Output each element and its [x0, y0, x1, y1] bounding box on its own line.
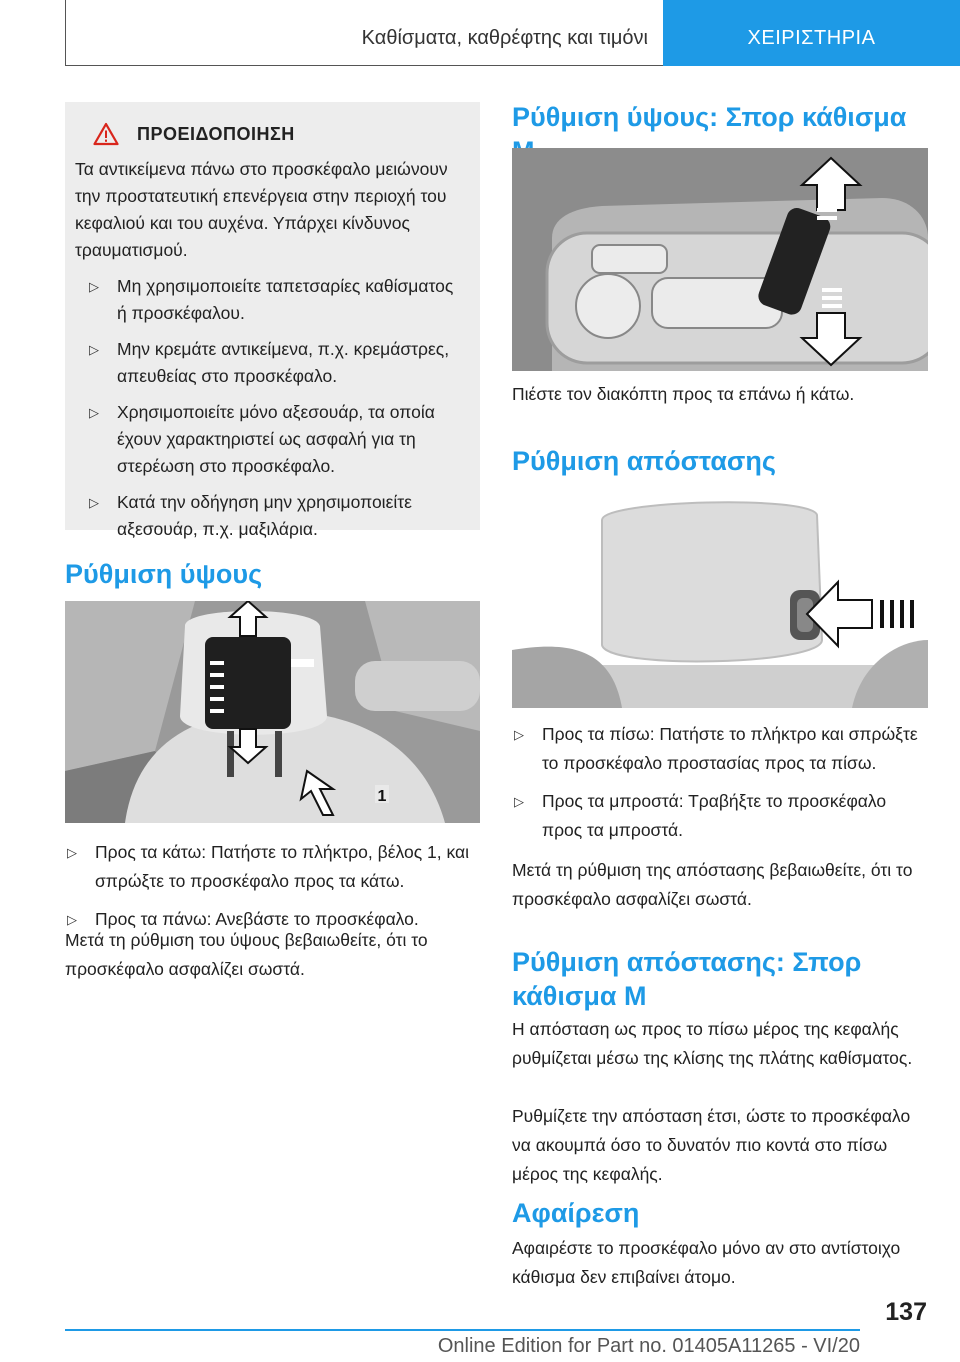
warning-bullet-text: Μην κρεμάτε αντικείμενα, π.χ. κρεμάστρες, απευθείας στο προσκέφαλο.: [117, 339, 450, 386]
height-heading: Ρύθμιση ύψους: [65, 559, 263, 589]
height-step: [65, 838, 480, 896]
bullet-triangle-icon: ▷: [89, 495, 99, 510]
chapter-tab: [663, 0, 960, 66]
chapter-tab-label: ΧΕΙΡΙΣΤΗΡΙΑ: [747, 27, 876, 49]
sport-height-text: Πιέστε τον διακόπτη προς τα επάνω ή κάτω.: [512, 384, 855, 404]
sport-height-heading: Ρύθμιση ύψους: Σπορ κάθισμα: [512, 102, 907, 132]
warning-header: [93, 122, 462, 146]
page-header: [0, 0, 960, 66]
sport-distance-text-2: Ρυθμίζετε την απόσταση έτσι, ώστε το προσκέφαλο να ακουμπά όσο το δυνατόν πιο κοντά στο πίσω μέρος της κεφαλής.: [512, 1106, 911, 1184]
removal-heading: Αφαίρεση: [512, 1198, 640, 1228]
warning-bullet: [75, 273, 462, 327]
warning-bullet-text: Κατά την οδήγηση μην χρησιμοποιείτε αξεσουάρ, π.χ. μαξιλάρια.: [117, 492, 412, 539]
bullet-triangle-icon: ▷: [89, 279, 99, 294]
warning-bullet-text: Μη χρησιμοποιείτε ταπετσαρίες καθίσματος ή προσκέφαλου.: [117, 276, 454, 323]
bullet-triangle-icon: ▷: [514, 727, 524, 742]
warning-title: ΠΡΟΕΙΔΟΠΟΙΗΣΗ: [137, 123, 295, 144]
headrest-distance-figure: [512, 490, 928, 708]
warning-bullet: [75, 336, 462, 390]
footer-divider: [65, 1329, 860, 1331]
distance-steps: [512, 720, 928, 854]
bullet-triangle-icon: ▷: [514, 794, 524, 809]
height-note: Μετά τη ρύθμιση του ύψους βεβαιωθείτε, ότι το προσκέφαλο ασφαλίζει σωστά.: [65, 930, 428, 979]
warning-box: [65, 102, 480, 539]
bullet-triangle-icon: ▷: [89, 342, 99, 357]
height-step-text: Προς τα κάτω: Πατήστε το πλήκτρο, βέλος 1, και σπρώξτε το προσκέφαλο προς τα κάτω.: [95, 842, 470, 891]
distance-note: Μετά τη ρύθμιση της απόστασης βεβαιωθείτε, ότι το προσκέφαλο ασφαλίζει σωστά.: [512, 860, 913, 909]
warning-text: Τα αντικείμενα πάνω στο προσκέφαλο μειώνουν την προστατευτική επενέργεια στην περιοχή του κεφαλιού και του αυχένα. Υπάρχει κίνδυνος τραυματισμού.: [75, 159, 448, 260]
bullet-triangle-icon: ▷: [89, 405, 99, 420]
warning-bullet: [75, 489, 462, 543]
sport-seat-switch-figure: [512, 148, 928, 371]
edition-footer: Online Edition for Part no. 01405A11265 - VI/20: [437, 1335, 860, 1357]
section-title: Καθίσματα, καθρέφτης και τιμόνι: [361, 27, 648, 49]
warning-icon: [93, 122, 119, 146]
sport-distance-text-1: Η απόσταση ως προς το πίσω μέρος της κεφαλής ρυθμίζεται μέσω της κλίσης της πλάτης καθίσματος.: [512, 1019, 913, 1068]
removal-text: Αφαιρέστε το προσκέφαλο μόνο αν στο αντίστοιχο κάθισμα δεν επιβαίνει άτομο.: [512, 1238, 901, 1287]
distance-step: [512, 720, 928, 778]
distance-step: [512, 787, 928, 845]
height-step-text: Προς τα πάνω: Ανεβάστε το προσκέφαλο.: [95, 909, 419, 929]
distance-heading: Ρύθμιση απόστασης: [512, 446, 776, 476]
warning-bullet-text: Χρησιμοποιείτε μόνο αξεσουάρ, τα οποία έχουν χαρακτηριστεί ως ασφαλή για τη στερέωση στο προσκέφαλο.: [117, 402, 435, 476]
headrest-height-figure: [65, 601, 480, 823]
bullet-triangle-icon: ▷: [67, 912, 77, 927]
callout-label: 1: [377, 788, 387, 805]
bullet-triangle-icon: ▷: [67, 845, 77, 860]
sport-distance-heading: Ρύθμιση απόστασης: Σπορ κάθισμα M: [512, 947, 862, 1011]
page-number: 137: [885, 1298, 927, 1326]
distance-step-text: Προς τα πίσω: Πατήστε το πλήκτρο και σπρώξτε το προσκέφαλο προστασίας προς τα πίσω.: [542, 724, 918, 773]
section-title-box: [65, 0, 665, 66]
distance-step-text: Προς τα μπροστά: Τραβήξτε το προσκέφαλο προς τα μπροστά.: [542, 791, 887, 840]
warning-bullet: [75, 399, 462, 480]
